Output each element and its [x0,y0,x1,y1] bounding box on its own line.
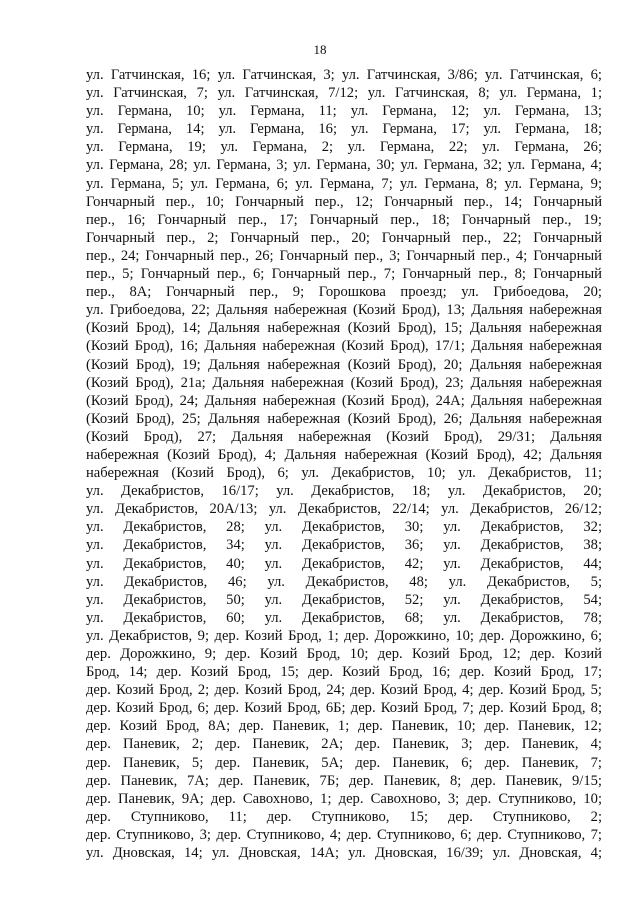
page-number: 18 [313,42,327,57]
text-line: ул. Декабристов, 60; ул. Декабристов, 68; ул. Декабристов, 78; [86,609,602,626]
text-line: пер., 8А; Гончарный пер., 9; Горошкова проезд; ул. Грибоедова, 20; [86,284,602,301]
text-line: дер. Ступниково, 3; дер. Ступниково, 4; дер. Ступниково, 6; дер. Ступниково, 7; [86,826,602,843]
text-line: дер. Паневик, 9А; дер. Савохново, 1; дер. Савохново, 3; дер. Ступниково, 10; [86,790,602,807]
address-list-text [86,66,602,862]
text-line: ул. Германа, 14; ул. Германа, 16; ул. Германа, 17; ул. Германа, 18; [86,121,602,138]
text-line: (Козий Брод), 21а; Дальняя набережная (Козий Брод), 23; Дальняя набережная [86,374,602,391]
text-line: (Козий Брод), 16; Дальняя набережная (Козий Брод), 17/1; Дальняя набережная [86,338,602,355]
text-line: ул. Германа, 10; ул. Германа, 11; ул. Германа, 12; ул. Германа, 13; [86,103,602,120]
text-line: ул. Дновская, 14; ул. Дновская, 14А; ул. Дновская, 16/39; ул. Дновская, 4; [86,845,602,862]
text-line: (Козий Брод), 25; Дальняя набережная (Козий Брод), 26; Дальняя набережная [86,410,602,427]
text-line: ул. Декабристов, 16/17; ул. Декабристов, 18; ул. Декабристов, 20; [86,483,602,500]
text-line: ул. Декабристов, 28; ул. Декабристов, 30; ул. Декабристов, 32; [86,519,602,536]
text-line: ул. Декабристов, 50; ул. Декабристов, 52; ул. Декабристов, 54; [86,591,602,608]
text-line: дер. Паневик, 5; дер. Паневик, 5А; дер. Паневик, 6; дер. Паневик, 7; [86,754,602,771]
text-line: дер. Козий Брод, 2; дер. Козий Брод, 24; дер. Козий Брод, 4; дер. Козий Брод, 5; [86,682,602,699]
text-line: пер., 24; Гончарный пер., 26; Гончарный пер., 3; Гончарный пер., 4; Гончарный [86,247,602,264]
text-line: дер. Ступниково, 11; дер. Ступниково, 15; дер. Ступниково, 2; [86,808,602,825]
text-line: (Козий Брод), 19; Дальняя набережная (Козий Брод), 20; Дальняя набережная [86,356,602,373]
text-line: ул. Германа, 28; ул. Германа, 3; ул. Германа, 30; ул. Германа, 32; ул. Германа, 4; [86,157,602,174]
text-line: пер., 16; Гончарный пер., 17; Гончарный пер., 18; Гончарный пер., 19; [86,211,602,228]
text-line: ул. Германа, 5; ул. Германа, 6; ул. Германа, 7; ул. Германа, 8; ул. Германа, 9; [86,175,602,192]
text-line: набережная (Козий Брод), 6; ул. Декабристов, 10; ул. Декабристов, 11; [86,465,602,482]
text-line: пер., 5; Гончарный пер., 6; Гончарный пер., 7; Гончарный пер., 8; Гончарный [86,266,602,283]
text-line: Гончарный пер., 10; Гончарный пер., 12; Гончарный пер., 14; Гончарный [86,193,602,210]
text-line: ул. Грибоедова, 22; Дальняя набережная (Козий Брод), 13; Дальняя набережная [86,302,602,319]
text-line: набережная (Козий Брод), 4; Дальняя набережная (Козий Брод), 42; Дальняя [86,446,602,463]
text-line: ул. Германа, 19; ул. Германа, 2; ул. Германа, 22; ул. Германа, 26; [86,139,602,156]
text-line: дер. Козий Брод, 8А; дер. Паневик, 1; дер. Паневик, 10; дер. Паневик, 12; [86,718,602,735]
text-line: ул. Декабристов, 40; ул. Декабристов, 42; ул. Декабристов, 44; [86,555,602,572]
text-line: дер. Паневик, 7А; дер. Паневик, 7Б; дер. Паневик, 8; дер. Паневик, 9/15; [86,772,602,789]
text-line: (Козий Брод), 27; Дальняя набережная (Козий Брод), 29/31; Дальняя [86,428,602,445]
text-line: ул. Декабристов, 20А/13; ул. Декабристов, 22/14; ул. Декабристов, 26/12; [86,501,602,518]
text-line: (Козий Брод), 24; Дальняя набережная (Козий Брод), 24А; Дальняя набережная [86,392,602,409]
text-line: (Козий Брод), 14; Дальняя набережная (Козий Брод), 15; Дальняя набережная [86,320,602,337]
text-line: ул. Гатчинская, 7; ул. Гатчинская, 7/12; ул. Гатчинская, 8; ул. Германа, 1; [86,85,602,102]
text-line: дер. Дорожкино, 9; дер. Козий Брод, 10; дер. Козий Брод, 12; дер. Козий [86,646,602,662]
text-line: Брод, 14; дер. Козий Брод, 15; дер. Козий Брод, 16; дер. Козий Брод, 17; [86,664,602,681]
text-line: дер. Козий Брод, 6; дер. Козий Брод, 6Б; дер. Козий Брод, 7; дер. Козий Брод, 8; [86,700,602,717]
text-line: ул. Декабристов, 34; ул. Декабристов, 36; ул. Декабристов, 38; [86,537,602,554]
text-line: ул. Гатчинская, 16; ул. Гатчинская, 3; ул. Гатчинская, 3/86; ул. Гатчинская, 6; [86,67,602,83]
text-line: ул. Декабристов, 46; ул. Декабристов, 48; ул. Декабристов, 5; [86,573,602,590]
text-line: дер. Паневик, 2; дер. Паневик, 2А; дер. Паневик, 3; дер. Паневик, 4; [86,736,602,753]
text-line: ул. Декабристов, 9; дер. Козий Брод, 1; дер. Дорожкино, 10; дер. Дорожкино, 6; [86,627,602,644]
text-line: Гончарный пер., 2; Гончарный пер., 20; Гончарный пер., 22; Гончарный [86,229,602,246]
